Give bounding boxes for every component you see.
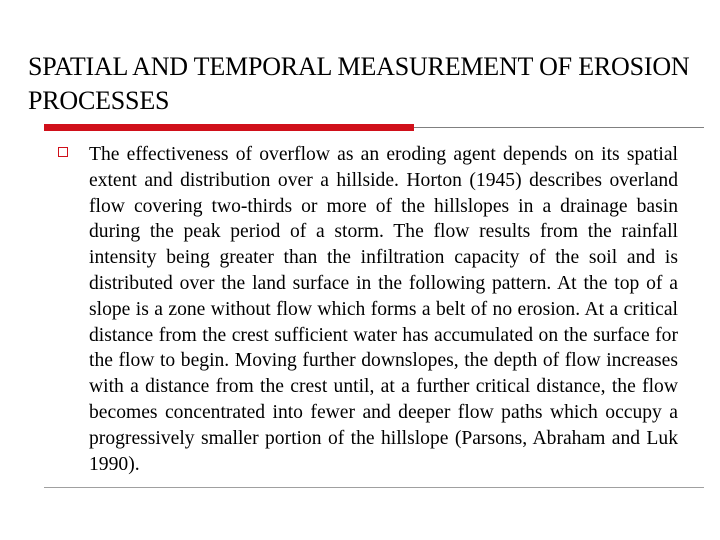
divider-accent-bar <box>44 124 414 131</box>
title-divider <box>44 124 704 134</box>
bullet-text: The effectiveness of overflow as an eroding agent depends on its spatial extent and distribution over a hillside. Horton (1945) describes overland flow covering two-thirds or more of the hillslopes in a drainage basin during the peak period of a storm. The flow results from the rainfall intensity being greater than the infiltration capacity of the soil and is distributed over the land surface in the following pattern. At the top of a slope is a zone without flow which forms a belt of no erosion. At a critical distance from the crest sufficient water has accumulated on the surface for the flow to begin. Moving further downslopes, the depth of flow increases with a distance from the crest until, at a further critical distance, the flow becomes concentrated into fewer and deeper flow paths which occupy a progressively smaller portion of the hillslope (Parsons, Abraham and Luk 1990). <box>89 144 678 475</box>
slide-title: SPATIAL AND TEMPORAL MEASUREMENT OF EROSION PROCESSES <box>28 52 690 115</box>
bullet-item <box>58 142 678 477</box>
square-bullet-icon <box>58 147 68 157</box>
footer-divider-line <box>44 487 704 488</box>
